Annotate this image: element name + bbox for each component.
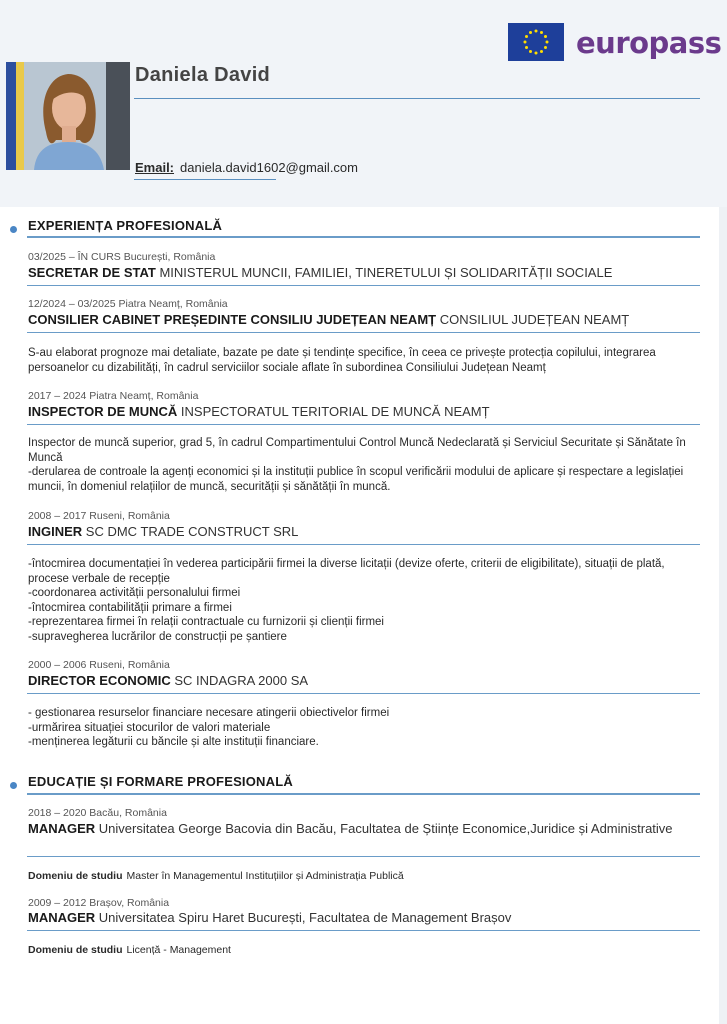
education-title (28, 821, 688, 837)
education-org: Universitatea George Bacovia din Bacău, Facultatea de Științe Economice,Juridice și Administrative (98, 821, 673, 836)
email-line (135, 160, 358, 175)
section-title-education: EDUCAȚIE ȘI FORMARE PROFESIONALĂ (28, 774, 293, 789)
job-role: CONSILIER CABINET PREȘEDINTE CONSILIU JUDEȚEAN NEAMȚ (28, 312, 437, 327)
job-org: CONSILIUL JUDEȚEAN NEAMȚ (439, 312, 630, 327)
job-role: DIRECTOR ECONOMIC (28, 673, 171, 688)
study-field-value: Licență - Management (126, 944, 231, 956)
job-org: SC DMC TRADE CONSTRUCT SRL (85, 524, 299, 539)
job-title (28, 673, 308, 688)
job-meta: 12/2024 – 03/2025 Piatra Neamț, România (28, 298, 228, 310)
education-divider (27, 930, 700, 931)
profile-photo (6, 62, 130, 170)
europass-logo: europass (576, 26, 722, 60)
job-description: - gestionarea resurselor financiare necesare atingerii obiectivelor firmei -urmărirea situației stocurilor de valori materiale -menținerea legăturii cu băncile și alte instituții financiare. (28, 707, 390, 749)
page-edge (719, 207, 727, 1024)
education-meta: 2009 – 2012 Brașov, România (28, 897, 170, 909)
study-field-label: Domeniu de studiu (28, 870, 123, 882)
job-divider (27, 332, 700, 333)
section-divider (27, 793, 700, 795)
job-title (28, 312, 629, 327)
job-meta: 2017 – 2024 Piatra Neamț, România (28, 390, 199, 402)
section-bullet-icon (10, 226, 17, 233)
job-divider (27, 693, 700, 694)
job-title (28, 265, 612, 280)
job-title (28, 404, 490, 419)
job-org: MINISTERUL MUNCII, FAMILIEI, TINERETULUI ȘI SOLIDARITĂȚII SOCIALE (159, 265, 613, 280)
section-divider (27, 236, 700, 238)
job-divider (27, 424, 700, 425)
job-meta: 2008 – 2017 Ruseni, România (28, 510, 170, 522)
email-underline (134, 179, 276, 180)
study-field-value: Master în Managementul Instituțiilor și Administrația Publică (126, 870, 404, 882)
job-role: INGINER (28, 524, 83, 539)
education-role: MANAGER (28, 910, 96, 925)
education-role: MANAGER (28, 821, 96, 836)
job-title (28, 524, 298, 539)
section-title-experience: EXPERIENȚA PROFESIONALĂ (28, 218, 223, 233)
job-divider (27, 544, 700, 545)
eu-flag-logo (508, 23, 564, 61)
education-org: Universitatea Spiru Haret București, Facultatea de Management Brașov (98, 910, 512, 925)
email-label: Email: (135, 160, 175, 175)
job-divider (27, 285, 700, 286)
education-title (28, 910, 688, 926)
job-meta: 2000 – 2006 Ruseni, România (28, 659, 170, 671)
study-field (28, 944, 231, 956)
email-link[interactable]: daniela.david1602@gmail.com (180, 160, 358, 175)
education-divider (27, 856, 700, 857)
job-description: Inspector de muncă superior, grad 5, în cadrul Compartimentului Control Muncă Nedeclarată și Serviciul Securitate și Sănătate în Muncă -derularea de controale la agenți economici și la instituții publice în scopul verificării modului de aplicare și respectare a legislației muncii, în domeniul relațiilor de muncă, securității și sănătății în muncă. (28, 437, 686, 493)
education-meta: 2018 – 2020 Bacău, România (28, 807, 167, 819)
name-divider (134, 98, 700, 99)
job-role: SECRETAR DE STAT (28, 265, 156, 280)
job-meta: 03/2025 – ÎN CURS București, România (28, 251, 216, 263)
job-description: -întocmirea documentației în vederea participării firmei la diverse licitații (devize oferte, criterii de eligibilitate), situații de plată, procese verbale de recepție -coordonarea activității personalului firmei -întocmirea contabilității primare a firmei -reprezentarea firmei în relații contractuale cu furnizorii și clienții firmei -supravegherea lucrărilor de construcții pe șantiere (28, 558, 665, 643)
job-description: S-au elaborat prognoze mai detaliate, bazate pe date și tendințe specifice, în ceea ce privește protecția copilului, integrarea persoanelor cu dizabilități, în cadrul serviciilor sociale aflate în subordinea Consiliului Județean Neamț (28, 347, 656, 374)
section-bullet-icon (10, 782, 17, 789)
study-field (28, 870, 404, 882)
study-field-label: Domeniu de studiu (28, 944, 123, 956)
job-org: SC INDAGRA 2000 SA (174, 673, 309, 688)
job-org: INSPECTORATUL TERITORIAL DE MUNCĂ NEAMȚ (180, 404, 490, 419)
job-role: INSPECTOR DE MUNCĂ (28, 404, 178, 419)
candidate-name: Daniela David (135, 64, 271, 86)
